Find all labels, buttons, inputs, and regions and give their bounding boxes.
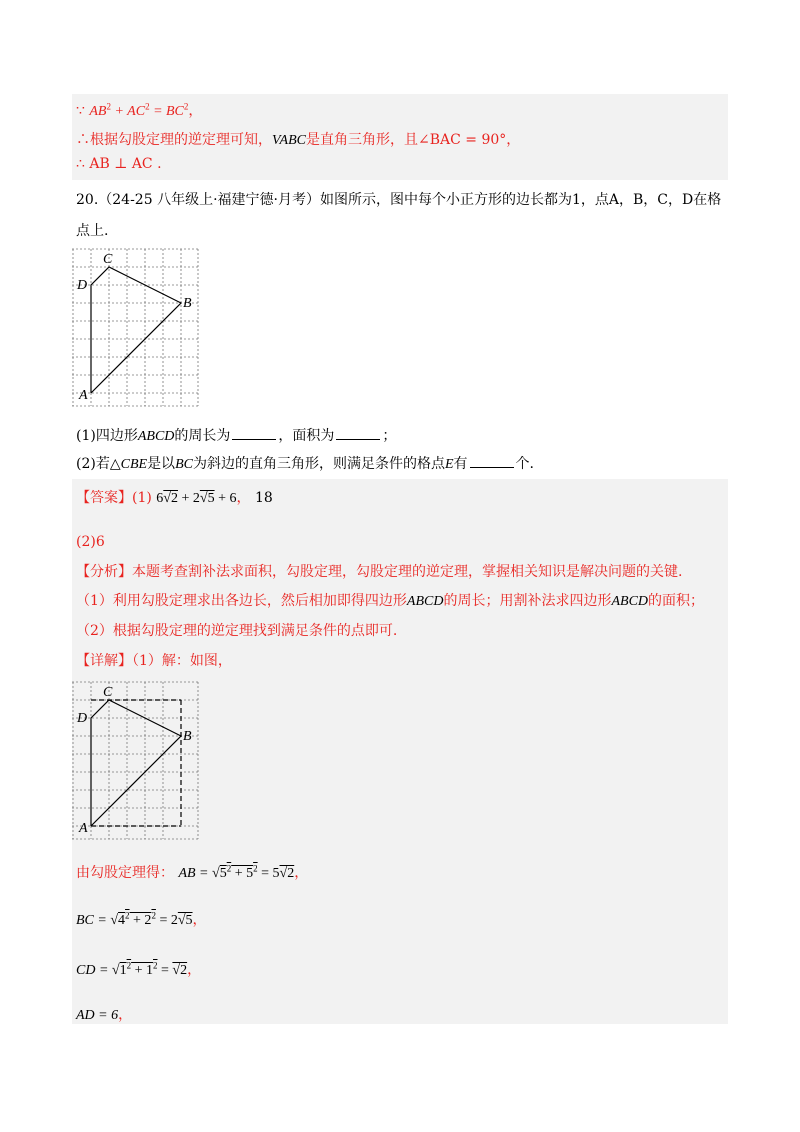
calc-bc: BC = $√4^2 + 2^2 = 2√5$， <box>76 910 207 928</box>
detail-line: 【详解】（1）解：如图， <box>76 653 232 669</box>
area-blank <box>336 427 380 440</box>
question-number: 20. <box>76 192 99 208</box>
part1-line: (1)四边形ABCD的周长为 ，面积为 ； <box>76 428 397 444</box>
figure-2 <box>72 680 202 842</box>
top-line-1: ∵ $AB^2 + AC^2 = BC^2$， <box>76 101 203 119</box>
perimeter-blank <box>232 427 276 440</box>
ad-formula: AD = 6 <box>76 1008 119 1023</box>
part2-line: (2)若△CBE是以BC为斜边的直角三角形，则满足条件的格点E有 个. <box>76 456 534 472</box>
fig1-label-b: B <box>183 296 192 311</box>
fig1-label-a: A <box>79 388 88 403</box>
answer-value-1: 6√2 + 2√5 + 6 <box>156 491 237 506</box>
answer-value-2: 18 <box>254 490 273 506</box>
analysis-label: 【分析】 <box>76 564 132 580</box>
top-line-3: ∴ AB ⊥ AC . <box>76 156 162 172</box>
fig2-label-c: C <box>103 685 113 700</box>
calc-cd: CD = $√1^2 + 1^2 = √2$， <box>76 960 202 978</box>
cd-formula: CD = $√1^2 + 1^2 = √2$ <box>76 960 188 978</box>
calc-ab: 由勾股定理得： AB = $√5^2 + 5^2 = 5√2$， <box>76 863 309 881</box>
fig1-label-c: C <box>103 252 113 267</box>
fig2-label-a: A <box>79 821 88 836</box>
analysis-step2: （2）根据勾股定理的逆定理找到满足条件的点即可. <box>76 623 398 639</box>
analysis-line: 【分析】本题考查割补法求面积，勾股定理，勾股定理的逆定理，掌握相关知识是解决问题的关键. <box>76 564 683 580</box>
figure-1 <box>72 247 202 409</box>
top-line-2: ∴根据勾股定理的逆定理可知，VABC是直角三角形，且∠BAC = 90°， <box>76 132 521 148</box>
count-blank <box>470 455 514 468</box>
fig2-label-d: D <box>77 711 88 726</box>
answer-part2: (2)6 <box>76 534 105 550</box>
answer-label: 【答案】 <box>76 490 132 506</box>
detail-label: 【详解】 <box>76 653 132 669</box>
question-source: （24-25 八年级上·福建宁德·月考） <box>98 192 320 208</box>
fig1-label-d: D <box>77 278 88 293</box>
analysis-step1: （1）利用勾股定理求出各边长，然后相加即得四边形ABCD的周长；用割补法求四边形ABCD的面积； <box>76 593 705 609</box>
answer-line: 【答案】(1) 6√2 + 2√5 + 6， 18 <box>76 490 273 506</box>
bc-formula: BC = $√4^2 + 2^2 = 2√5$ <box>76 910 193 928</box>
fig2-label-b: B <box>183 729 192 744</box>
calc-ad: AD = 6， <box>76 1007 133 1023</box>
question-text-1: 如图所示，图中每个小正方形的边长都为1，点A，B，C，D在格 <box>319 192 722 208</box>
question-line-1 <box>76 189 721 209</box>
question-line-2: 点上. <box>76 223 109 239</box>
ab-formula: AB = $√5^2 + 5^2 = 5√2$ <box>178 863 295 881</box>
